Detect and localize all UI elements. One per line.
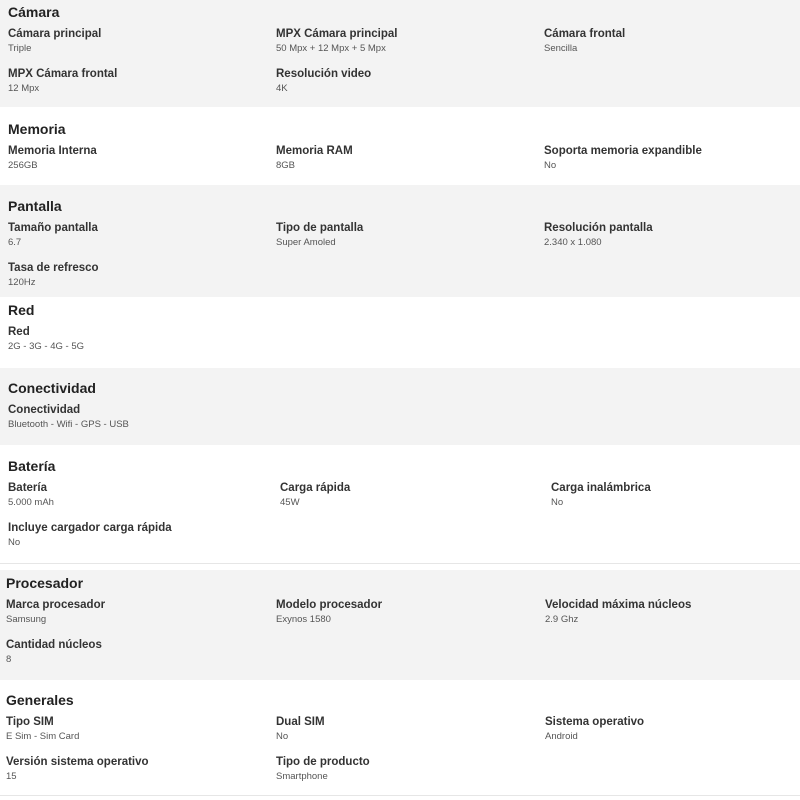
- spec-item: [8, 27, 101, 55]
- section-bateria: [0, 445, 800, 564]
- spec-label: Marca procesador: [6, 599, 106, 611]
- spec-value: 4K: [276, 83, 288, 94]
- spec-value: 50 Mpx + 12 Mpx + 5 Mpx: [276, 43, 386, 54]
- spec-item: [276, 144, 353, 172]
- spec-value: 120Hz: [8, 277, 36, 288]
- spec-value: No: [8, 537, 21, 548]
- spec-label: Tipo de pantalla: [276, 222, 364, 234]
- spec-item: [544, 27, 625, 55]
- spec-label: Memoria RAM: [276, 145, 353, 157]
- spec-item: [6, 715, 79, 743]
- spec-label: Cámara frontal: [544, 28, 626, 40]
- spec-label: Conectividad: [8, 404, 81, 416]
- spec-label: Carga inalámbrica: [551, 482, 651, 494]
- spec-value: 6.7: [8, 237, 22, 248]
- section-camara: [0, 0, 800, 107]
- section-divider: [0, 563, 800, 564]
- spec-item: [8, 261, 99, 289]
- section-title: Pantalla: [8, 198, 62, 214]
- spec-value: 8GB: [276, 160, 296, 171]
- section-title: Cámara: [8, 4, 60, 20]
- spec-label: Carga rápida: [280, 482, 351, 494]
- spec-value: 256GB: [8, 160, 38, 171]
- spec-value: 8: [6, 654, 12, 665]
- spec-item: [276, 598, 382, 626]
- spec-label: Red: [8, 326, 30, 338]
- spec-label: Versión sistema operativo: [6, 756, 149, 768]
- spec-label: MPX Cámara principal: [276, 28, 398, 40]
- spec-value: Samsung: [6, 614, 47, 625]
- spec-value: 45W: [280, 497, 300, 508]
- spec-label: Dual SIM: [276, 716, 325, 728]
- spec-label: Resolución video: [276, 68, 372, 80]
- spec-value: No: [544, 160, 557, 171]
- spec-item: [276, 27, 397, 55]
- spec-item: [544, 221, 653, 249]
- spec-label: Resolución pantalla: [544, 222, 653, 234]
- section-title: Memoria: [8, 121, 66, 137]
- section-title: Red: [8, 302, 35, 318]
- section-title: Procesador: [6, 575, 84, 591]
- spec-value: Android: [545, 731, 578, 742]
- spec-value: 15: [6, 771, 17, 782]
- section-procesador: [0, 570, 800, 680]
- spec-item: [276, 67, 371, 95]
- spec-value: No: [276, 731, 289, 742]
- spec-label: Tamaño pantalla: [8, 222, 98, 234]
- section-pantalla: [0, 185, 800, 297]
- spec-item: [8, 67, 117, 95]
- spec-label: Tipo SIM: [6, 716, 54, 728]
- spec-value: Triple: [8, 43, 32, 54]
- spec-label: Memoria Interna: [8, 145, 97, 157]
- spec-label: Tasa de refresco: [8, 262, 99, 274]
- spec-label: Soporta memoria expandible: [544, 145, 702, 157]
- spec-value: Bluetooth - Wifi - GPS - USB: [8, 419, 129, 430]
- spec-item: [544, 144, 702, 172]
- section-red: [0, 297, 800, 368]
- spec-label: Sistema operativo: [545, 716, 645, 728]
- spec-item: [276, 221, 363, 249]
- spec-value: E Sim - Sim Card: [6, 731, 80, 742]
- spec-item: [8, 481, 54, 509]
- section-title: Conectividad: [8, 380, 96, 396]
- spec-label: MPX Cámara frontal: [8, 68, 118, 80]
- spec-item: [276, 715, 325, 743]
- spec-value: 2.9 Ghz: [545, 614, 579, 625]
- section-title: Batería: [8, 458, 56, 474]
- spec-label: Velocidad máxima núcleos: [545, 599, 692, 611]
- spec-label: Cámara principal: [8, 28, 102, 40]
- section-divider: [0, 795, 800, 796]
- spec-label: Batería: [8, 482, 47, 494]
- section-title: Generales: [6, 692, 74, 708]
- spec-item: [6, 755, 149, 783]
- section-conectividad: [0, 368, 800, 445]
- spec-label: Incluye cargador carga rápida: [8, 522, 172, 534]
- spec-item: [8, 144, 97, 172]
- spec-item: [8, 221, 98, 249]
- spec-label: Tipo de producto: [276, 756, 370, 768]
- spec-item: [6, 638, 102, 666]
- spec-value: Exynos 1580: [276, 614, 331, 625]
- section-generales: [0, 680, 800, 796]
- spec-label: Modelo procesador: [276, 599, 383, 611]
- spec-item: [6, 598, 105, 626]
- spec-item: [8, 403, 129, 431]
- spec-item: [545, 715, 644, 743]
- spec-value: Sencilla: [544, 43, 578, 54]
- spec-item: [8, 521, 172, 549]
- spec-value: Super Amoled: [276, 237, 336, 248]
- spec-item: [280, 481, 350, 509]
- spec-value: No: [551, 497, 564, 508]
- spec-value: 5.000 mAh: [8, 497, 54, 508]
- spec-value: 2G - 3G - 4G - 5G: [8, 341, 85, 352]
- spec-value: Smartphone: [276, 771, 328, 782]
- spec-item: [545, 598, 691, 626]
- section-memoria: [0, 107, 800, 185]
- spec-value: 2.340 x 1.080: [544, 237, 602, 248]
- spec-item: [551, 481, 651, 509]
- spec-value: 12 Mpx: [8, 83, 40, 94]
- spec-label: Cantidad núcleos: [6, 639, 102, 651]
- spec-item: [8, 325, 84, 353]
- spec-item: [276, 755, 370, 783]
